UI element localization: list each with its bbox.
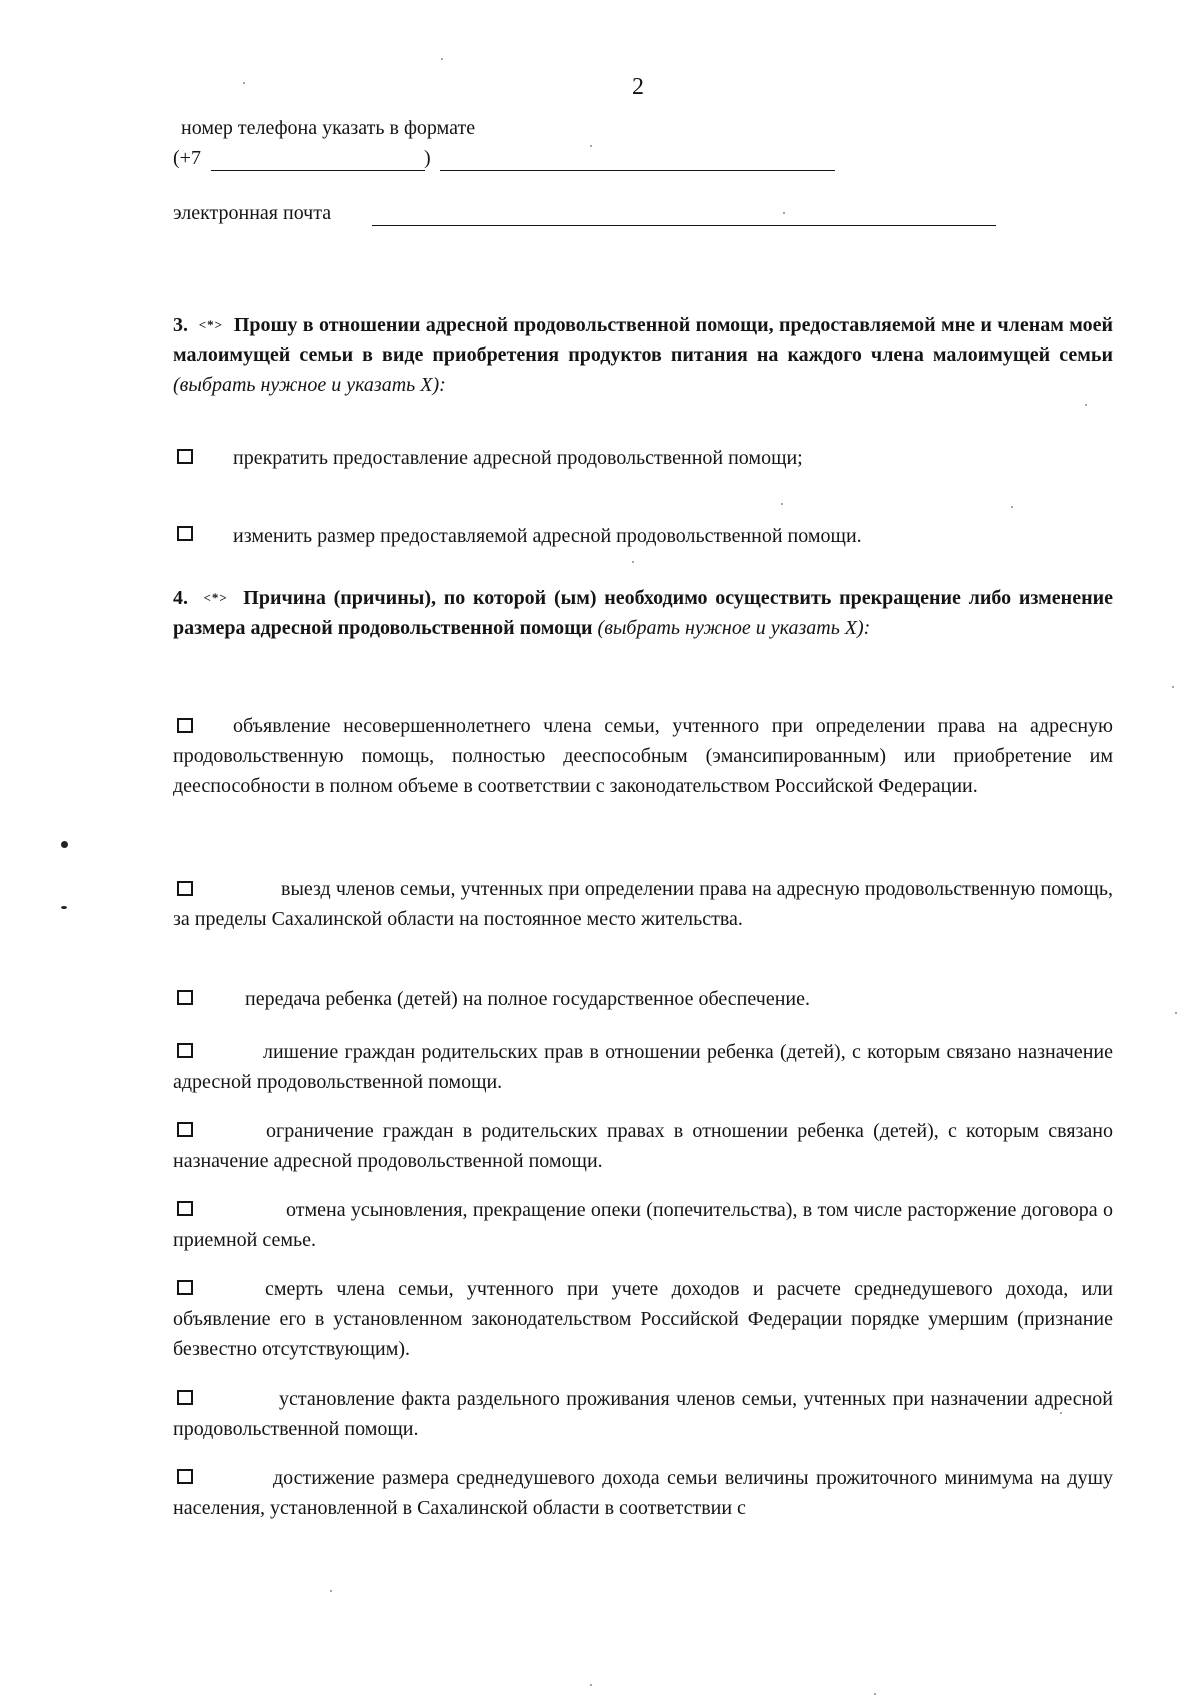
phone-label: номер телефона указать в формате [181,117,476,139]
section3-heading-text: Прошу в отношении адресной продовольственной помощи, предоставляемой мне и членам моей малоимущей семьи в виде приобретения продуктов питания на каждого члена малоимущей семьи [173,314,1113,366]
reason-emancipation-text: объявление несовершеннолетнего члена семьи, учтенного при определении права на адресную продовольственную помощь, полностью дееспособным (эмансипированным) или приобретение им дееспособности в полном объеме в соответствии с законодательством Российской Федерации. [173,715,1113,797]
email-field[interactable] [372,225,996,226]
phone-code-field[interactable] [211,170,425,171]
phone-code-close: ) [424,147,431,169]
reason-subsistence-text: достижение размера среднедушевого дохода семьи величины прожиточного минимума на душу населения, установленной в Сахалинской области в соответствии с [173,1467,1113,1519]
scan-speck [1172,686,1174,688]
change-amount-label: изменить размер предоставляемой адресной продовольственной помощи. [233,525,862,547]
phone-number-field[interactable] [440,170,835,171]
scan-speck [1175,1012,1177,1014]
scan-speck [874,1693,876,1695]
section4-heading [173,583,1113,643]
section3-number: 3. [173,314,188,336]
reason-restriction-text: ограничение граждан в родительских правах в отношении ребенка (детей), с которым связано назначение адресной продовольственной помощи. [173,1120,1113,1172]
email-label: электронная почта [173,202,332,224]
section4-instruction: (выбрать нужное и указать Х): [597,617,871,639]
scan-speck [590,1684,592,1686]
section3-marker: <*> [198,317,224,332]
section3-heading [173,310,1113,400]
reason-state-care-label: передача ребенка (детей) на полное государственное обеспечение. [245,988,810,1010]
scan-speck [1060,1412,1062,1414]
reason-deprivation-text: лишение граждан родительских прав в отношении ребенка (детей), с которым связано назначение адресной продовольственной помощи. [173,1041,1113,1093]
scan-speck [330,1590,332,1592]
reason-death-text: смерть члена семьи, учтенного при учете доходов и расчете среднедушевого дохода, или объявление его в установленном законодательством Российской Федерации порядке умершим (признание безвестно отсутствующим). [173,1278,1113,1360]
scan-speck [632,561,634,563]
page-number: 2 [632,74,644,100]
reason-relocation-text: выезд членов семьи, учтенных при определении права на адресную продовольственную помощь, за пределы Сахалинской области на постоянное место жительства. [173,878,1113,930]
scan-speck [1085,404,1087,406]
scan-dot [61,841,68,848]
scan-speck [243,82,245,84]
reason-adoption-cancel-text: отмена усыновления, прекращение опеки (попечительства), в том числе расторжение договора о приемной семье. [173,1199,1113,1251]
section4-number: 4. [173,587,188,609]
reason-state-care-checkbox[interactable] [177,990,193,1005]
stop-assistance-label: прекратить предоставление адресной продовольственной помощи; [233,447,803,469]
change-amount-checkbox[interactable] [177,526,193,541]
section4-heading-text: Причина (причины), по которой (ым) необходимо осуществить прекращение либо изменение размера адресной продовольственной помощи [173,587,1114,639]
phone-prefix: (+7 [173,147,201,169]
scan-speck [441,58,443,60]
scan-speck [590,145,592,147]
reason-separate-living-text: установление факта раздельного проживания членов семьи, учтенных при назначении адресной продовольственной помощи. [173,1388,1113,1440]
section3-instruction: (выбрать нужное и указать Х): [173,374,446,396]
scan-speck [1011,506,1013,508]
stop-assistance-checkbox[interactable] [177,449,193,464]
scan-dot [61,906,67,909]
scan-speck [781,503,783,505]
scan-speck [783,212,785,214]
section4-marker: <*> [203,590,228,605]
